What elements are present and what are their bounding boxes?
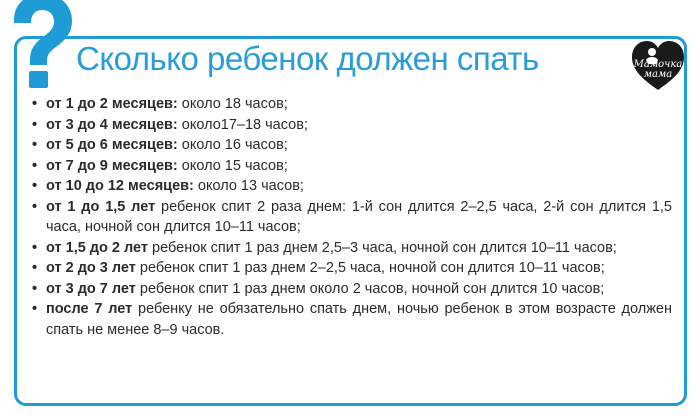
item-text: ребенку не обязательно спать днем, ночью ребенок в этом возрасте должен спать не менее 8–9 часов. bbox=[46, 301, 672, 338]
item-age: от 5 до 6 месяцев: bbox=[46, 137, 178, 153]
item-age: после 7 лет bbox=[46, 301, 133, 317]
item-text: около 13 часов; bbox=[193, 178, 304, 194]
item-age: от 1 до 1,5 лет bbox=[46, 198, 156, 215]
list-item bbox=[32, 279, 672, 300]
list-item bbox=[32, 135, 672, 156]
list-item bbox=[32, 156, 672, 177]
question-mark-icon bbox=[4, 0, 76, 90]
list-item bbox=[32, 115, 672, 136]
list-item bbox=[32, 94, 672, 115]
item-age: от 1 до 2 месяцев: bbox=[46, 96, 178, 112]
item-age: от 1,5 до 2 лет bbox=[46, 239, 148, 256]
item-age: от 3 до 7 лет bbox=[46, 280, 136, 297]
item-text: ребенок спит 1 раз днем около 2 часов, ночной сон длится 10 часов; bbox=[135, 280, 605, 297]
list-item bbox=[32, 197, 672, 238]
list-item bbox=[32, 176, 672, 197]
item-text: около 18 часов; bbox=[177, 96, 288, 112]
list-item bbox=[32, 238, 672, 259]
item-age: от 7 до 9 месяцев: bbox=[46, 157, 178, 174]
item-age: от 10 до 12 месяцев: bbox=[46, 178, 194, 194]
item-text: около 16 часов; bbox=[177, 137, 288, 153]
list-item bbox=[32, 258, 672, 279]
item-text: ребенок спит 1 раз днем 2–2,5 часа, ночной сон длится 10–11 часов; bbox=[135, 260, 605, 276]
page-title: Сколько ребенок должен спать bbox=[76, 40, 539, 77]
item-text: ребенок спит 1 раз днем 2,5–3 часа, ночной сон длится 10–11 часов; bbox=[148, 239, 617, 256]
logo-text: Мамочка мама bbox=[633, 59, 683, 80]
item-text: около17–18 часов; bbox=[177, 116, 308, 133]
item-text: около 15 часов; bbox=[177, 157, 288, 174]
brand-logo bbox=[630, 38, 686, 92]
list-item bbox=[32, 299, 672, 340]
item-age: от 3 до 4 месяцев: bbox=[46, 116, 178, 133]
item-age: от 2 до 3 лет bbox=[46, 260, 136, 276]
sleep-duration-list bbox=[32, 94, 672, 340]
item-text: ребенок спит 2 раза днем: 1-й сон длится 2–2,5 часа, 2-й сон длится 1,5 часа, ночной сон длится 10–11 часов; bbox=[46, 198, 672, 235]
